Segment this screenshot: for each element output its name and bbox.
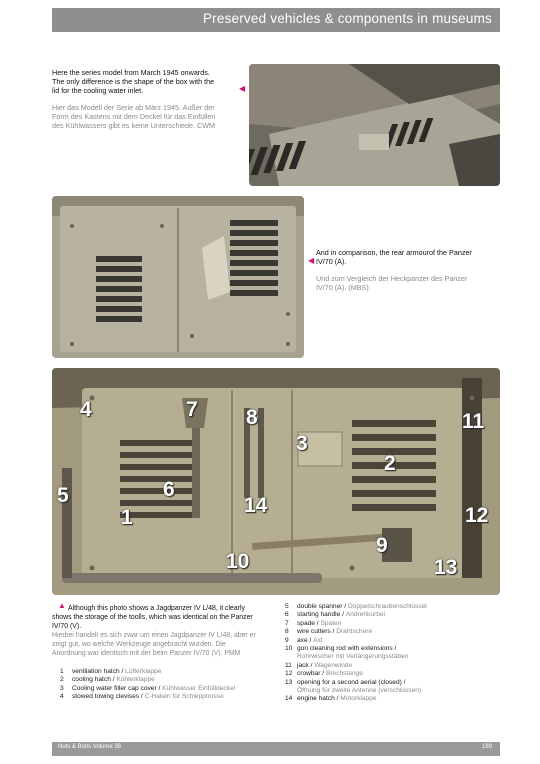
caption-bottom (52, 604, 274, 658)
photo-number-label: 9 (376, 534, 388, 557)
legend-item-number: 13 (285, 678, 293, 686)
legend-item-en: spade (297, 619, 315, 627)
caption-pointer-icon: ◀ (239, 84, 246, 93)
legend-item-de: Kühlerklappe (116, 676, 155, 684)
caption-pointer-icon: ◀ (308, 256, 315, 265)
legend-item-en: engine hatch (297, 695, 335, 703)
footer-publication: Nuts & Bolts Volume 36 (58, 744, 122, 750)
caption-pointer-icon: ▲ (58, 601, 66, 610)
legend-item-de: Rohrwischer mit Verlängerungsstäben (297, 653, 409, 661)
legend-item-de: Andrehkurbel (345, 611, 385, 619)
legend-item-en: wire cutters (297, 628, 331, 636)
legend-item-number: 2 (60, 676, 64, 684)
photo-number-label: 13 (434, 556, 458, 579)
legend-item: 1 ventilation hatch / Lüfterklappe (60, 668, 162, 675)
photo-number-label: 10 (226, 550, 250, 573)
legend-item-en: crowbar (297, 670, 321, 678)
legend-item: 10 gun cleaning rod with extensions / (285, 645, 397, 653)
legend-item: 12 crowbar / Brechstange (285, 670, 363, 678)
photo-number-label: 5 (57, 484, 69, 507)
footer-bar (52, 742, 500, 756)
legend-item-de: Lüfterklappe (125, 668, 162, 675)
photo-number-label: 2 (384, 452, 396, 475)
caption-top-en-2: The only difference is the shape of the box with the (52, 77, 215, 86)
page-header-title: Preserved vehicles & components in museums (202, 11, 492, 26)
legend-item-en: axe (297, 636, 308, 644)
legend-item: 2 cooling hatch / Kühlerklappe (60, 676, 155, 684)
legend-item-en: starting handle (297, 611, 341, 619)
photo-jagdpanzer-tool-stowage (52, 368, 500, 595)
legend-item: 5 double spanner / Doppelschraubenschlüssel (285, 603, 427, 610)
photo-number-label: 14 (244, 494, 268, 517)
legend-item-de: C-Haken für Schlepptrosse (144, 693, 224, 701)
caption-top (52, 68, 242, 130)
legend-item-de: Doppelschraubenschlüssel (347, 603, 427, 610)
legend-item-number: 7 (285, 619, 289, 627)
legend-item-number: 1 (60, 668, 64, 675)
photo-panzer-iv70a-rear (52, 196, 304, 358)
legend-item-en: opening for a second aerial (closed) (297, 678, 402, 686)
legend-item: 4 stowed towing clevises / C-Haken für Schlepptrosse (60, 693, 224, 701)
legend-item-number: 4 (60, 693, 64, 701)
caption-top-en-3: lid for the cooling water inlet. (52, 86, 144, 95)
legend-item-en: double spanner (297, 603, 343, 610)
legend-item-continuation (285, 687, 500, 695)
caption-bottom-de-3: Anordnung war identisch mit der beim Panzer IV/70 (V). PMM (52, 650, 241, 657)
legend-item: 7 spade / Spaten (285, 619, 342, 627)
legend-item: 13 opening for a second aerial (closed) / (285, 678, 406, 686)
photo-number-label: 12 (465, 504, 489, 527)
legend-item: 14 engine hatch / Motorklappe (285, 695, 377, 703)
page-number: 189 (481, 744, 492, 750)
caption-middle-de-2: IV/70 (A). (MBS) (316, 283, 369, 292)
legend-item-de: Motorklappe (340, 695, 377, 703)
caption-middle-en-2: IV/70 (A). (316, 257, 347, 266)
legend-item-de: Brechstange (325, 670, 363, 678)
header-bar (52, 8, 500, 32)
caption-middle-en-1: And in comparison, the rear armourof the Panzer (316, 248, 472, 257)
legend-item-number: 5 (285, 603, 289, 610)
caption-bottom-en-1: Although this photo shows a Jagdpanzer IV L/48, it clearly (68, 605, 245, 612)
legend-item-number: 6 (285, 611, 289, 619)
legend-item-number: 9 (285, 636, 289, 644)
photo-number-label: 3 (296, 432, 308, 455)
photo-number-label: 11 (462, 410, 485, 433)
legend-item-en: jack (297, 661, 309, 669)
legend-item-de: Öffnung für zweite Antenne (verschlossen) (297, 687, 422, 695)
legend-item-number: 8 (285, 628, 289, 636)
legend-right (285, 603, 500, 704)
caption-bottom-en-3: IV/70 (V). (52, 623, 82, 630)
legend-item-en: ventilation hatch (72, 668, 120, 675)
caption-top-de-1: Hier das Modell der Serie ab März 1945. Außer der (52, 103, 215, 112)
photo-number-label: 4 (80, 398, 92, 421)
legend-item: 9 axe / Axt (285, 636, 323, 644)
legend-item-number: 10 (285, 645, 293, 653)
caption-bottom-de-1: Hierbei handelt es sich zwar um einen Jagdpanzer IV L/48, aber er (52, 632, 256, 639)
legend-item-en: Cooling water filler cap cover (72, 684, 157, 692)
caption-middle-de-1: Und zum Vergleich der Heckpanzer des Panzer (316, 274, 468, 283)
legend-item-continuation (285, 653, 500, 661)
photo-number-label: 7 (186, 398, 198, 421)
caption-bottom-en-2: shows the storage of the toolls, which was identical on the Panzer (52, 614, 253, 621)
caption-top-en-1: Here the series model from March 1945 onwards. (52, 68, 210, 77)
caption-top-de-3: des Kühlwassers gibt es keine Unterschiede. CWM (52, 121, 215, 130)
legend-item-number: 12 (285, 670, 293, 678)
photo-number-label: 8 (246, 406, 258, 429)
legend-item-de: Wagenwinde (314, 661, 353, 669)
legend-item-de: Kühlwasser Einfülldeckel (162, 684, 236, 692)
caption-middle (316, 248, 500, 292)
caption-top-de-2: Form des Kastens mit dem Deckel für das Einfüllen (52, 112, 216, 121)
photo-number-label: 6 (163, 478, 175, 501)
legend-item: 8 wire cutters / Drahtschere (285, 628, 373, 636)
legend-item-number: 11 (285, 661, 292, 669)
legend-item-de: Spaten (320, 619, 342, 627)
photo-series-model-rear (249, 64, 500, 186)
legend-item-de: Drahtschere (336, 628, 373, 636)
legend-item-number: 14 (285, 695, 293, 703)
legend-item-en: cooling hatch (72, 676, 111, 684)
caption-bottom-de-2: zeigt gut, wo welche Werkzeuge angebracht wurden. Die (52, 641, 226, 648)
legend-left (60, 668, 280, 702)
legend-item: 11 jack / Wagenwinde (285, 661, 353, 669)
legend-item-en: gun cleaning rod with extensions (297, 645, 393, 653)
legend-item-number: 3 (60, 684, 64, 692)
legend-item-de: Axt (313, 636, 323, 644)
photo-number-label: 1 (121, 506, 133, 529)
legend-item: 6 starting handle / Andrehkurbel (285, 611, 385, 619)
legend-item: 3 Cooling water filler cap cover / Kühlwasser Einfülldeckel (60, 684, 236, 692)
legend-item-en: stowed towing clevises (72, 693, 140, 701)
